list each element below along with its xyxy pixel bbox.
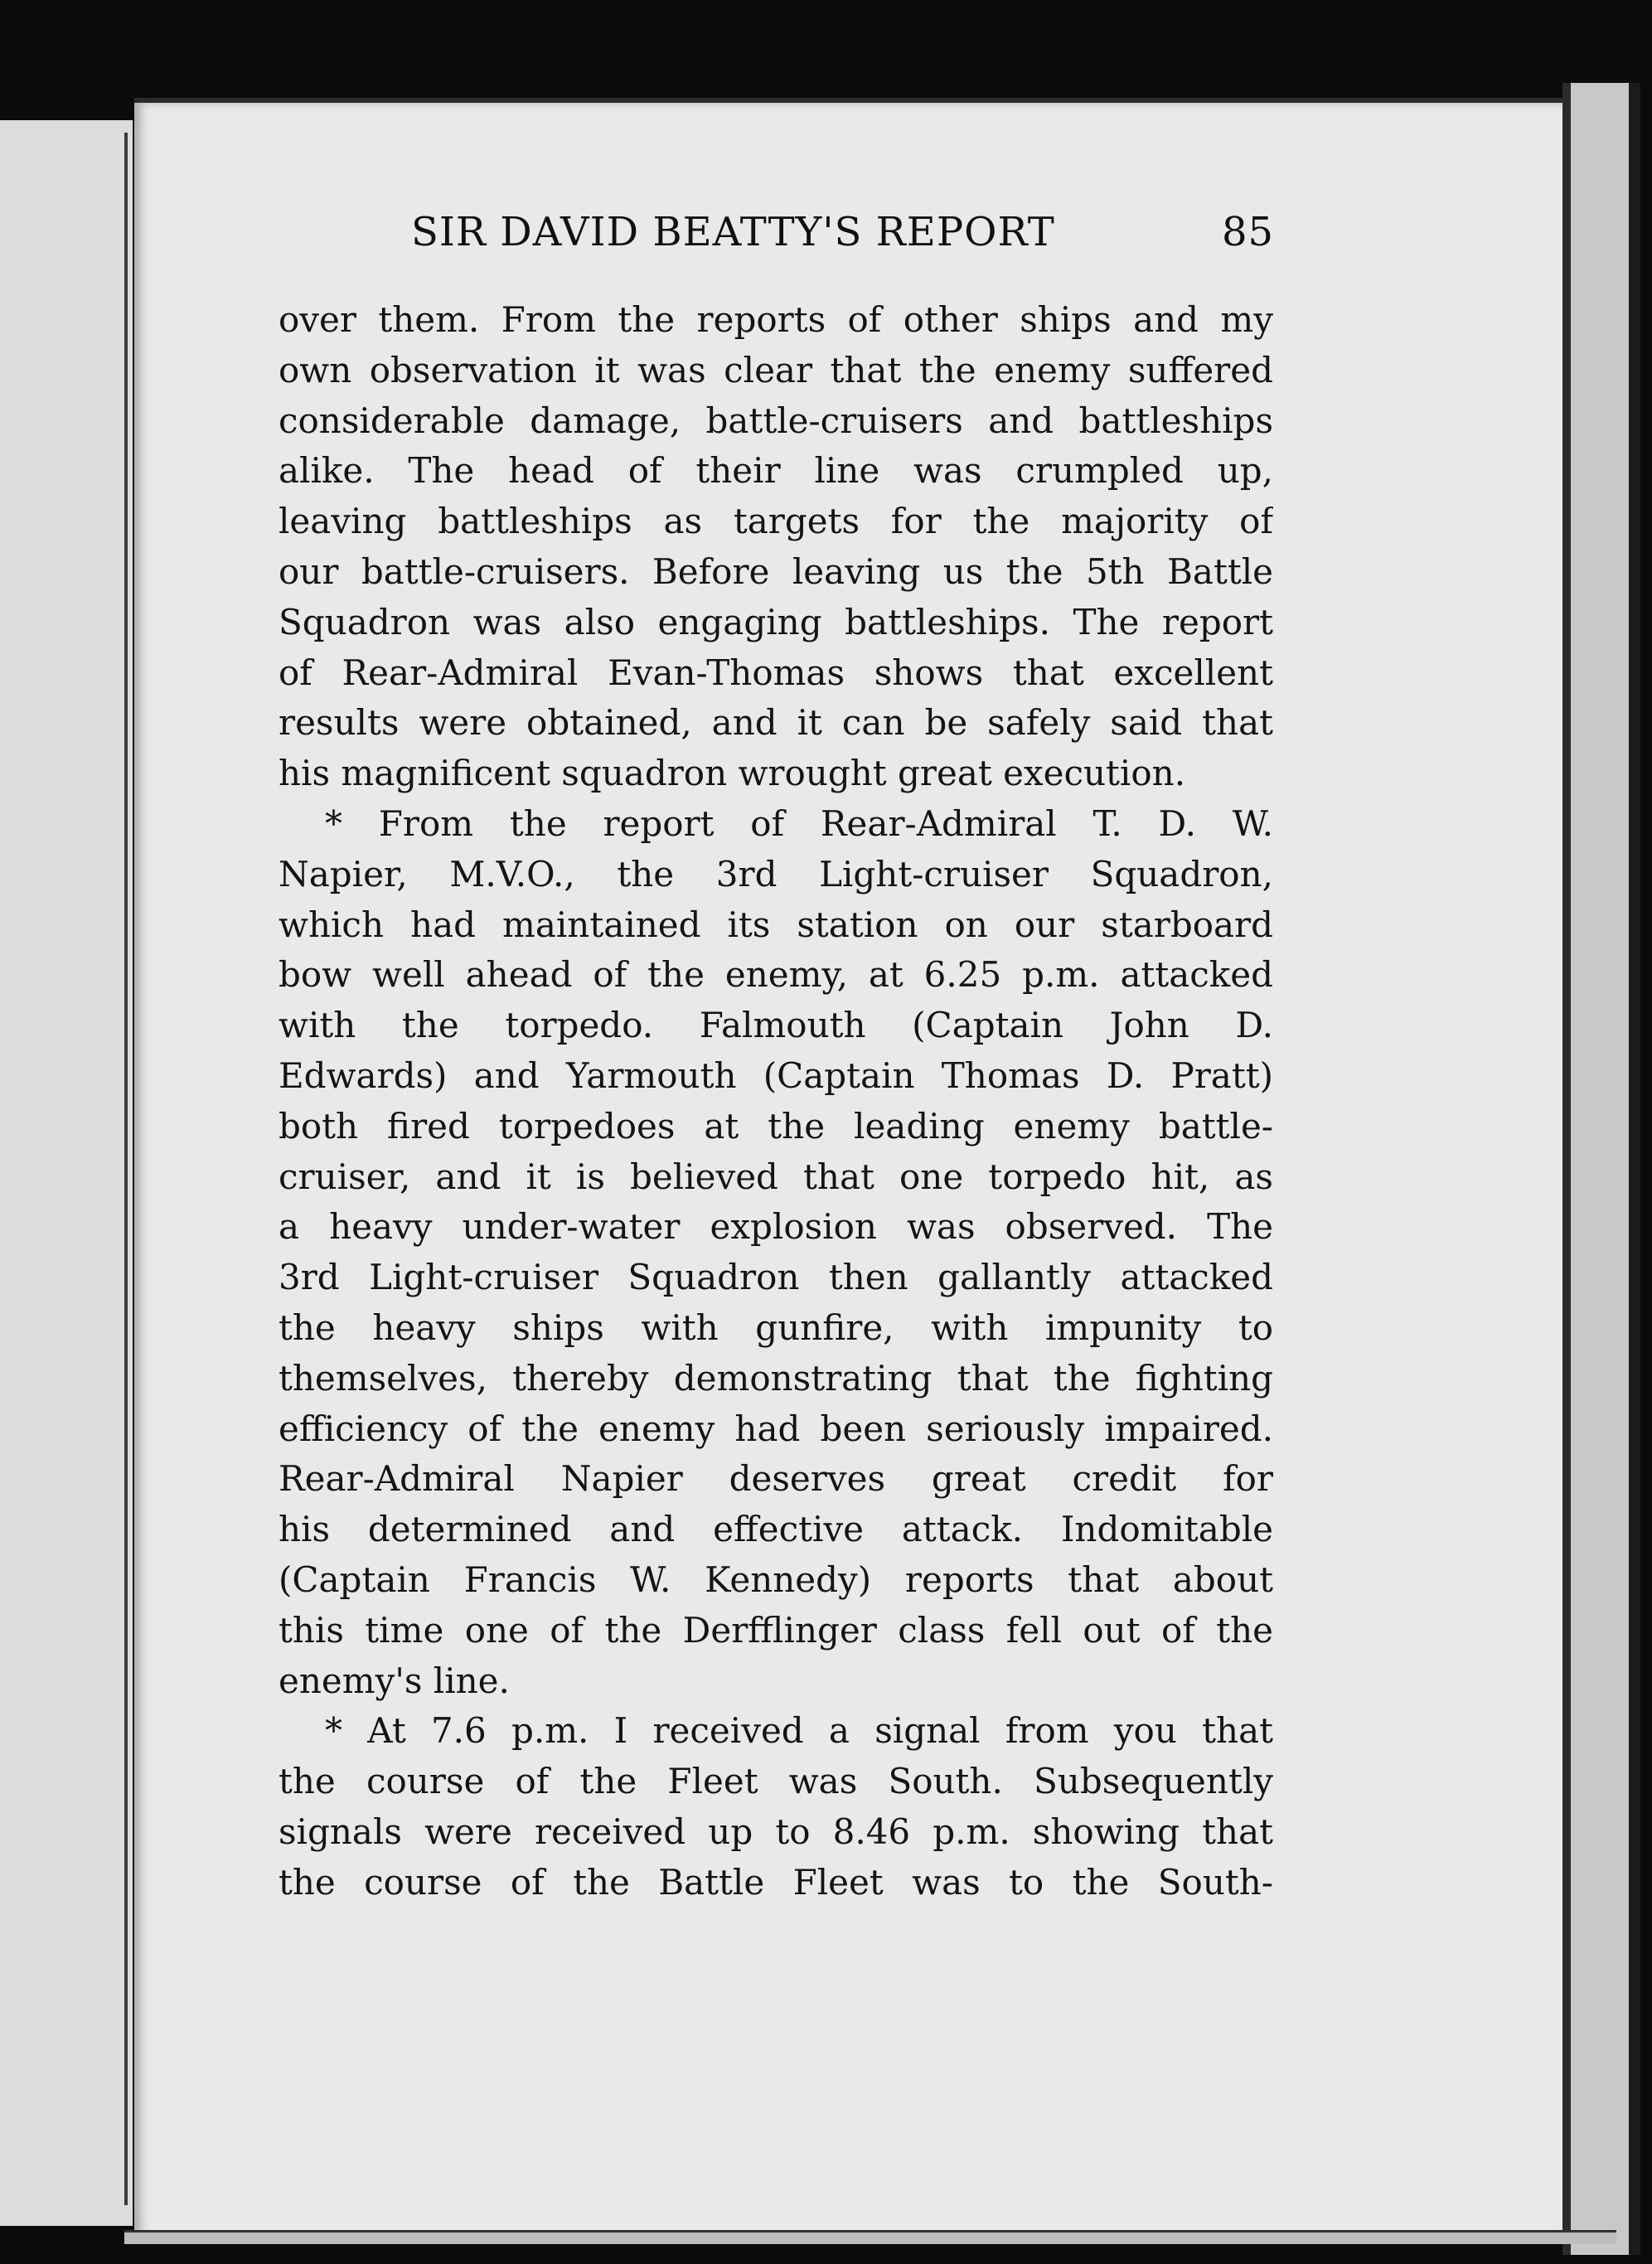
text-line: the heavy ships with gunfire, with impunity to [279,1307,1273,1348]
text-line: 3rd Light-cruiser Squadron then gallantly attacked [279,1257,1273,1298]
text-line: the course of the Fleet was South. Subsequently [279,1761,1273,1802]
text-line: the course of the Battle Fleet was to the South- [279,1861,1273,1903]
text-line: Napier, M.V.O., the 3rd Light-cruiser Squadron, [279,853,1273,894]
body-text [279,295,1273,1908]
paragraph-end-line: enemy's line. [279,1660,510,1701]
text-line: both fired torpedoes at the leading enemy battle- [279,1105,1273,1147]
text-line: Rear-Admiral Napier deserves great credit for [279,1458,1273,1500]
text-line: leaving battleships as targets for the majority of [279,501,1273,542]
text-line: a heavy under-water explosion was observed. The [279,1206,1273,1248]
running-title: SIR DAVID BEATTY'S REPORT [411,209,1055,255]
text-line: bow well ahead of the enemy, at 6.25 p.m. attacked [279,954,1273,996]
text-line: Squadron was also engaging battleships. The report [279,601,1273,642]
text-line: signals were received up to 8.46 p.m. showing that [279,1811,1273,1852]
text-line: this time one of the Derfflinger class fell out of the [279,1609,1273,1651]
text-line: his determined and effective attack. Indomitable [279,1509,1273,1550]
left-page-edge [0,120,138,2226]
text-line: themselves, thereby demonstrating that the fighting [279,1357,1273,1399]
text-line: considerable damage, battle-cruisers and battleships [279,400,1273,441]
text-line: (Captain Francis W. Kennedy) reports that about [279,1559,1273,1600]
page-bottom-edge [124,2230,1616,2244]
text-line: Edwards) and Yarmouth (Captain Thomas D. Pratt) [279,1054,1273,1096]
text-line: cruiser, and it is believed that one torpedo hit, as [279,1156,1273,1197]
text-line: efficiency of the enemy had been seriously impaired. [279,1408,1273,1449]
text-line: own observation it was clear that the enemy suffered [279,349,1273,390]
text-line: of Rear-Admiral Evan-Thomas shows that excellent [279,652,1273,693]
text-line: with the torpedo. Falmouth (Captain John D. [279,1005,1273,1046]
page-number: 85 [1222,209,1275,255]
text-line: which had maintained its station on our starboard [279,904,1273,945]
text-line: over them. From the reports of other ships and my [279,299,1273,340]
running-header [411,209,1323,267]
text-line: alike. The head of their line was crumpled up, [279,450,1273,492]
text-line: results were obtained, and it can be safely said that [279,702,1273,744]
book-spine [124,133,128,2205]
text-line: our battle-cruisers. Before leaving us the 5th Battle [279,550,1273,592]
cover-edge [1562,83,1640,2255]
paragraph-end-line: his magnificent squadron wrought great execution. [279,753,1186,794]
paragraph-start-line: * From the report of Rear-Admiral T. D. W. [325,802,1273,844]
paragraph-start-line: * At 7.6 p.m. I received a signal from you that [325,1710,1273,1752]
